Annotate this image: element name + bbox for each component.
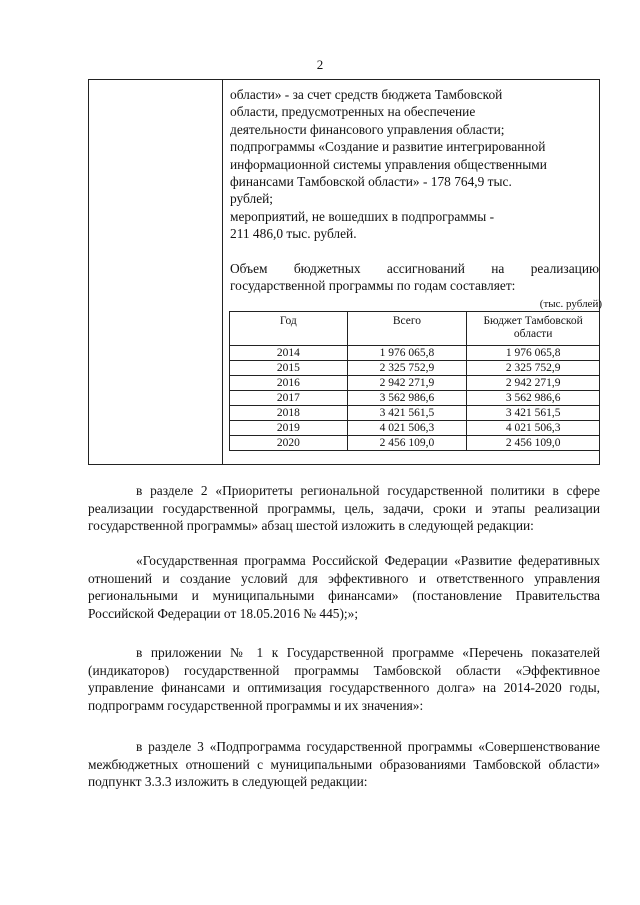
cell-budget: 4 021 506,3 — [467, 421, 600, 436]
cell-year: 2016 — [230, 376, 348, 391]
cell-line: области» - за счет средств бюджета Тамбовской — [230, 87, 503, 102]
cell-year: 2018 — [230, 406, 348, 421]
cell-budget: 3 562 986,6 — [467, 391, 600, 406]
table-row — [230, 436, 600, 451]
header-total: Всего — [347, 312, 467, 346]
paragraph: «Государственная программа Российской Федерации «Развитие федеративных отношений и создание условий для эффективного и ответственного управления региональными и муниципальными финансами» (постановление Правительства Российской Федерации от 18.05.2016 № 445);»; — [88, 553, 600, 621]
paragraph-appendix-1 — [88, 644, 600, 714]
cell-total: 3 562 986,6 — [347, 391, 467, 406]
cell-total: 4 021 506,3 — [347, 421, 467, 436]
table-row — [230, 346, 600, 361]
paragraph: в разделе 2 «Приоритеты региональной государственной политики в сфере реализации государственной программы, цель, задачи, сроки и этапы реализации государственной программы» абзац шестой изложить в следующей редакции: — [88, 483, 600, 534]
paragraph-section-3 — [88, 738, 600, 791]
cell-year: 2014 — [230, 346, 348, 361]
cell-year: 2015 — [230, 361, 348, 376]
header-year: Год — [230, 312, 348, 346]
table-row — [230, 421, 600, 436]
page-number: 2 — [316, 57, 324, 72]
cell-budget: 2 325 752,9 — [467, 361, 600, 376]
cell-line: 211 486,0 тыс. рублей. — [230, 226, 357, 242]
cell-line: информационной системы управления общественными — [230, 156, 547, 172]
cell-budget: 2 456 109,0 — [467, 436, 600, 451]
table-row — [230, 406, 600, 421]
cell-total: 2 325 752,9 — [347, 361, 467, 376]
paragraph: в приложении № 1 к Государственной программе «Перечень показателей (индикаторов) государственной программы Тамбовской области «Эффективное управление финансами и оптимизация государственного долга» на 2014-2020 годы, подпрограмм государственной программы и их значения»: — [88, 645, 600, 713]
paragraph: в разделе 3 «Подпрограмма государственной программы «Совершенствование межбюджетных отношений с муниципальными образованиями Тамбовской области» подпункт 3.3.3 изложить в следующей редакции: — [88, 739, 600, 790]
paragraph-federal-program — [88, 552, 600, 622]
cell-line: деятельности финансового управления области; — [230, 121, 505, 137]
cell-line: области, предусмотренных на обеспечение — [230, 104, 476, 120]
passport-table — [88, 79, 600, 465]
cell-line: подпрограммы «Создание и развитие интегрированной — [230, 139, 546, 155]
cell-line: мероприятий, не вошедших в подпрограммы - — [230, 208, 495, 224]
table-row — [230, 391, 600, 406]
cell-budget: 1 976 065,8 — [467, 346, 600, 361]
funding-cell — [230, 86, 602, 451]
volume-line: государственной программы по годам составляет: — [230, 278, 516, 294]
funding-by-year-table — [229, 311, 600, 451]
spacer — [230, 243, 599, 260]
cell-line: финансами Тамбовской области» - 178 764,9 тыс. — [230, 174, 512, 190]
table-row — [230, 361, 600, 376]
cell-line: рублей; — [230, 191, 274, 207]
volume-line: Объем бюджетных ассигнований на реализацию — [230, 260, 599, 276]
cell-budget: 2 942 271,9 — [467, 376, 600, 391]
cell-total: 2 942 271,9 — [347, 376, 467, 391]
cell-budget: 3 421 561,5 — [467, 406, 600, 421]
cell-total: 3 421 561,5 — [347, 406, 467, 421]
cell-total: 2 456 109,0 — [347, 436, 467, 451]
cell-year: 2019 — [230, 421, 348, 436]
unit-label: (тыс. рублей) — [539, 298, 602, 311]
cell-year: 2017 — [230, 391, 348, 406]
paragraph-section-2 — [88, 482, 600, 535]
cell-total: 1 976 065,8 — [347, 346, 467, 361]
header-regional-budget: Бюджет Тамбовской области — [467, 312, 600, 346]
table-column-divider — [222, 80, 223, 464]
cell-year: 2020 — [230, 436, 348, 451]
table-row — [230, 376, 600, 391]
